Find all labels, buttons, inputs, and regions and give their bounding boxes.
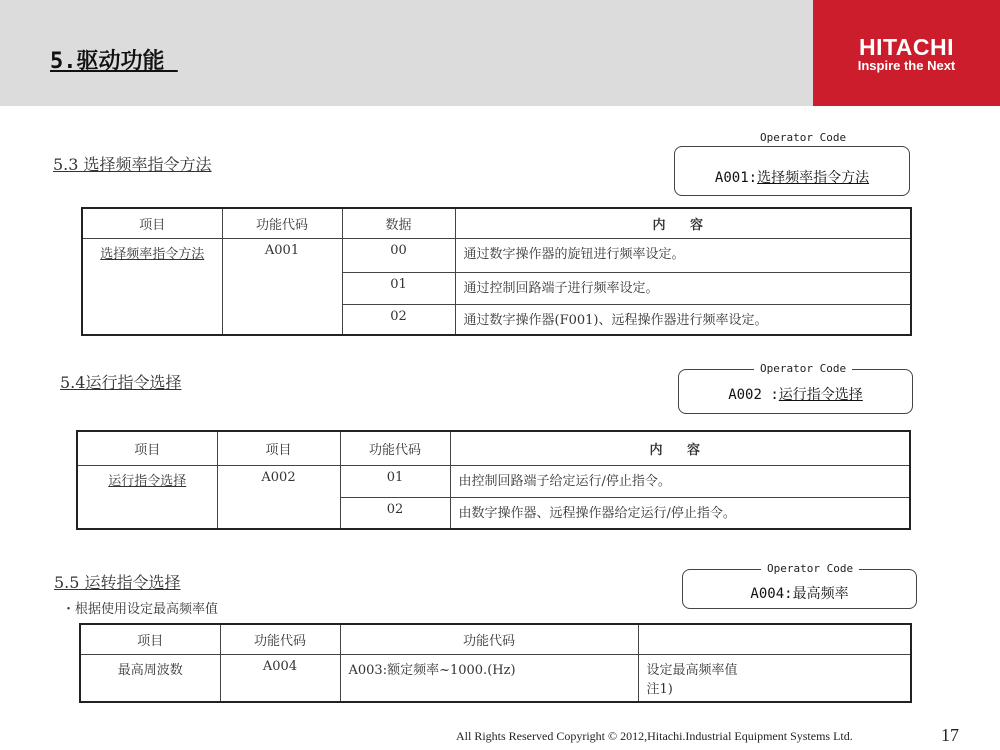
item-link[interactable]: 选择频率指令方法 [100,246,205,262]
operator-code-label: Operator Code [754,131,852,144]
header-cell: 数据 [342,208,455,238]
operator-code-box [682,569,917,609]
content-cell: 由数字操作器、远程操作器给定运行/停止指令。 [450,497,910,529]
operator-code-text [675,167,909,187]
header-cell: 内 容 [450,431,910,465]
content-cell: 通过数字操作器(F001)、远程操作器进行频率设定。 [455,304,911,335]
header-cell: 功能代码 [220,624,340,654]
operator-code-text: A004:最高频率 [750,586,849,602]
item-cell [77,465,217,529]
content-cell: 通过控制回路端子进行频率设定。 [455,272,911,304]
code-cell: A001 [222,238,342,335]
header-cell: 项目 [82,208,222,238]
header-cell: 功能代码 [340,431,450,465]
data-cell: 02 [342,304,455,335]
table-row [77,465,910,497]
code-cell: A002 [217,465,340,529]
item-cell [82,238,222,335]
page-title: 5.驱动功能 [50,49,178,74]
table-header-row [82,208,911,238]
operator-code: A002 : [728,387,779,403]
copyright-footer: All Rights Reserved Copyright © 2012,Hitachi.Industrial Equipment Systems Ltd. [456,729,853,743]
operator-code: A001: [714,170,758,186]
header-cell: 项目 [80,624,220,654]
item-link[interactable]: 运行指令选择 [108,473,187,489]
section-note: ・根据使用设定最高频率值 [62,602,219,617]
data-cell: 00 [342,238,455,272]
header-cell [638,624,911,654]
operator-code-label: Operator Code [754,362,852,375]
section-title-5-3: 5.3 选择频率指令方法 [53,155,212,174]
operator-desc: 选择频率指令方法 [757,170,870,186]
operator-code-box [674,146,910,196]
operator-desc: 运行指令选择 [778,387,863,403]
range-cell: A003:额定频率~1000.(Hz) [340,654,638,702]
frequency-method-table [81,207,912,336]
hitachi-logo [813,0,1000,106]
page-number: 17 [941,725,959,745]
content-cell: 由控制回路端子给定运行/停止指令。 [450,465,910,497]
header-cell: 项目 [217,431,340,465]
table-header-row [80,624,911,654]
code-cell: A004 [220,654,340,702]
header-cell: 功能代码 [222,208,342,238]
item-cell: 最高周波数 [80,654,220,702]
table-header-row [77,431,910,465]
content-cell: 通过数字操作器的旋钮进行频率设定。 [455,238,911,272]
description-line: 设定最高频率值 [646,662,738,678]
section-title-5-4: 5.4运行指令选择 [60,373,182,392]
run-command-table [76,430,911,530]
operator-code-text [679,384,912,404]
table-row [82,238,911,272]
section-title-5-5: 5.5 运转指令选择 [54,573,181,592]
data-cell: 02 [340,497,450,529]
logo-tagline: Inspire the Next [857,58,956,73]
max-frequency-table [79,623,912,703]
table-row [80,654,911,702]
operator-code-label: Operator Code [761,562,859,575]
data-cell: 01 [342,272,455,304]
header-bar [0,0,1000,106]
description-cell [638,654,911,702]
header-cell: 功能代码 [340,624,638,654]
operator-code-box [678,369,913,414]
data-cell: 01 [340,465,450,497]
description-note: 注1) [646,681,673,697]
logo-brand: HITACHI [858,34,955,60]
header-cell: 内 容 [455,208,911,238]
header-cell: 项目 [77,431,217,465]
